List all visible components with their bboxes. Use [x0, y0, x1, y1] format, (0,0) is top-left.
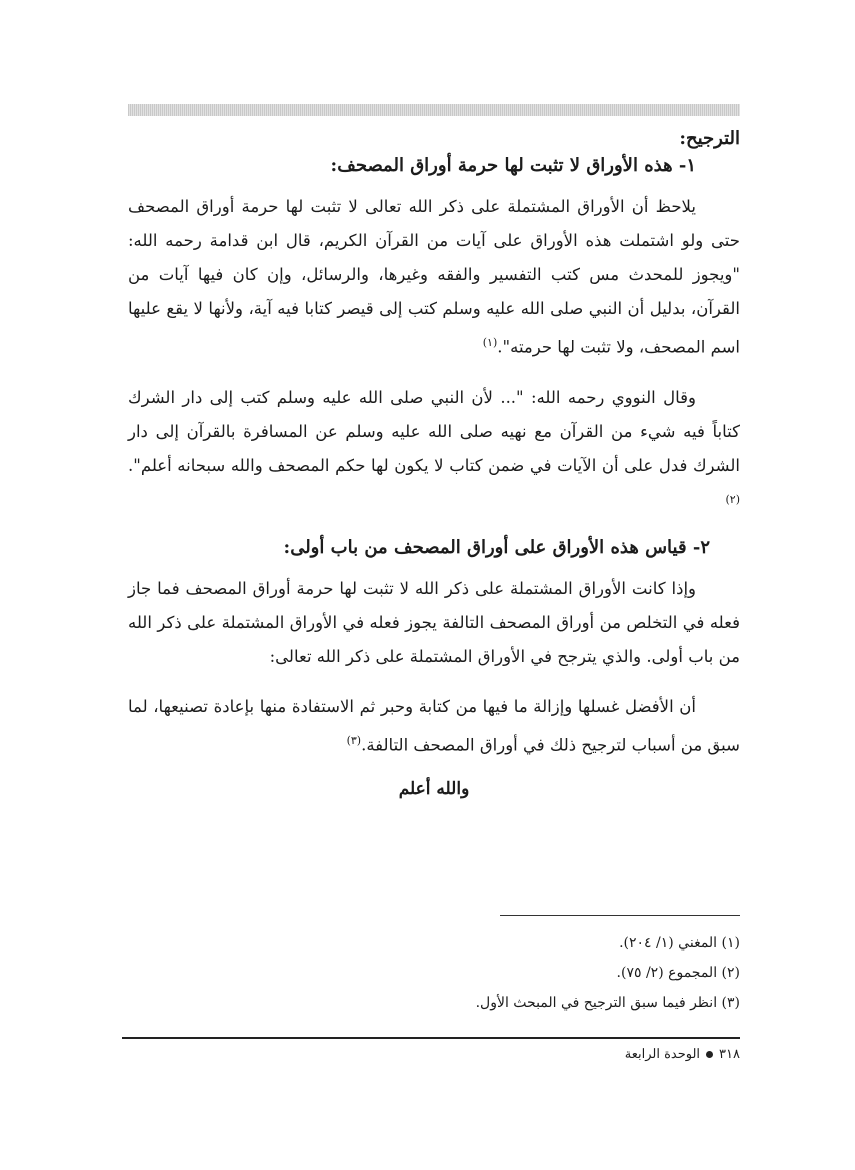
unit-title: الوحدة الرابعة [624, 1047, 701, 1062]
footnote-1: (١) المغني (١/ ٢٠٤). [619, 935, 740, 951]
section-1-paragraph-1-text: يلاحظ أن الأوراق المشتملة على ذكر الله تعالى لا تثبت لها حرمة أوراق المصحف حتى ولو اشتملت هذه الأوراق على آيات من القرآن الكريم، قال ابن قدامة رحمه الله: "ويجوز للمحدث مس كتب التفسير والفقه وغيرها، والرسائل، وإن كان فيها آيات من القرآن، بدليل أن النبي صلى الله عليه وسلم كتب إلى قيصر كتابا فيه آية، ولأنها لا يقع عليها اسم المصحف، ولا تثبت لها حرمته". [128, 197, 740, 357]
page-heading: الترجيح: [679, 128, 740, 149]
bullet-icon [706, 1051, 713, 1058]
footnote-2: (٢) المجموع (٢/ ٧٥). [616, 965, 740, 981]
section-2-title: ٢- قياس هذه الأوراق على أوراق المصحف من باب أولى: [283, 537, 710, 558]
closing-phrase: والله أعلم [398, 778, 470, 799]
section-2-paragraph-2-text: أن الأفضل غسلها وإزالة ما فيها من كتابة وحبر ثم الاستفادة منها بإعادة تصنيعها، لما سبق من أسباب لترجيح ذلك في أوراق المصحف التالفة. [128, 697, 740, 755]
footnote-ref-2: (٢) [725, 492, 740, 506]
section-1-paragraph-2-text: وقال النووي رحمه الله: "... لأن النبي صلى الله عليه وسلم كتب إلى دار الشرك كتاباً فيه شيء من القرآن مع نهيه صلى الله عليه وسلم عن المسافرة بالقرآن إلى دار الشرك فدل على أن الآيات في ضمن كتاب لا يكون لها حكم المصحف والله سبحانه أعلم". [128, 387, 740, 475]
section-2-paragraph-2 [128, 690, 740, 763]
footnotes [400, 928, 740, 1018]
section-2-paragraph-1: وإذا كانت الأوراق المشتملة على ذكر الله لا تثبت لها حرمة أوراق المصحف فما جاز فعله في التخلص من أوراق المصحف التالفة يجوز فعله في الأوراق المشتملة على ذكر الله من باب أولى. والذي يترجح في الأوراق المشتملة على ذكر الله تعالى: [128, 579, 740, 666]
footnote-separator [500, 915, 740, 916]
section-1-paragraph-1 [128, 190, 740, 365]
page-number: ٣١٨ [719, 1047, 740, 1062]
header-band [128, 104, 740, 116]
footer-rule [122, 1037, 740, 1039]
footnote-ref-1: (١) [482, 336, 498, 349]
section-1-paragraph-2 [128, 381, 740, 522]
footnote-3: (٣) انظر فيما سبق الترجيح في المبحث الأول. [475, 995, 740, 1011]
main-content [128, 128, 740, 799]
footnote-ref-3: (٣) [346, 734, 362, 747]
section-1-title: ١- هذه الأوراق لا تثبت لها حرمة أوراق المصحف: [330, 155, 696, 176]
page-footer [500, 1044, 740, 1066]
